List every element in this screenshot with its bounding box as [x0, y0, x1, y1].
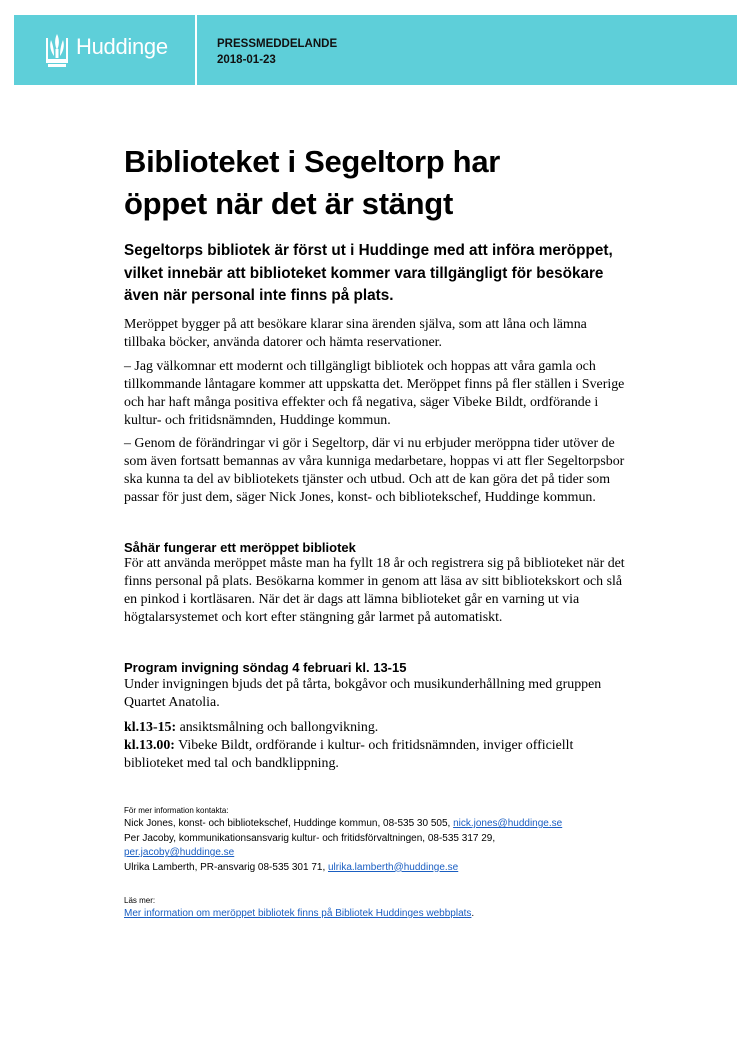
contact-line-per: Per Jacoby, kommunikationsansvarig kultur- och fritidsförvaltningen, 08-535 317 29, — [124, 832, 496, 844]
paragraph-1: Meröppet bygger på att besökare klarar sina ärenden själva, som att låna och lämna tillbaka böcker, använda datorer och hämta reservationer. — [124, 317, 587, 350]
contact-line-ulrika — [124, 861, 644, 876]
paragraph-3: – Genom de förändringar vi gör i Segeltorp, där vi nu erbjuder meröppna tider utöver de som även fortsatt bemannas av våra kunniga medarbetare, hoppas vi att fler Segeltorpsbor ska kunna ta del av bibliotekets tjänster och utbud. Och att de kan göra det på tider som passar för just dem, säger Nick Jones, konst- och bibliotekschef, Huddinge kommun. — [124, 436, 625, 505]
press-release-date: 2018-01-23 — [217, 54, 276, 66]
program-text-2: Vibeke Bildt, ordförande i kultur- och fritidsnämnden, inviger officiellt biblioteket med tal och bandklippning. — [124, 737, 574, 771]
huddinge-emblem-icon — [45, 32, 69, 68]
contact-line-nick — [124, 817, 644, 832]
read-more-block — [124, 895, 644, 922]
program-time-1: kl.13-15: — [124, 720, 177, 735]
program-time-2: kl.13.00: — [124, 737, 175, 753]
title-line-1: Biblioteket i Segeltorp har — [124, 144, 501, 179]
paragraph-2: – Jag välkomnar ett modernt och tillgängligt bibliotek och hoppas att våra gamla och tillkommande låntagare kommer att uppskatta det. Meröppet finns på fler ställen i Sverige och har haft många positiva effekter och få negativa, säger Vibeke Bildt, ordförande i kultur- och fritidsnämnden, Huddinge kommun. — [124, 359, 625, 428]
contact-heading: För mer information kontakta: — [124, 806, 229, 815]
section-heading-how-it-works: Såhär fungerar ett meröppet bibliotek — [124, 540, 356, 555]
email-link-ulrika[interactable]: ulrika.lamberth@huddinge.se — [328, 861, 459, 873]
email-link-per[interactable]: per.jacoby@huddinge.se — [124, 847, 235, 858]
read-more-link[interactable]: Mer information om meröppet bibliotek finns på Bibliotek Huddinges webbplats — [124, 908, 472, 919]
lead-paragraph: Segeltorps bibliotek är först ut i Huddinge med att införa meröppet, vilket innebär att biblioteket kommer vara tillgängligt för besökare även när personal inte finns på plats. — [124, 242, 613, 304]
contact-nick-text: Nick Jones, konst- och bibliotekschef, Huddinge kommun, 08-535 30 505, — [124, 818, 454, 829]
title-line-2: öppet när det är stängt — [124, 186, 453, 221]
program-list — [124, 719, 629, 773]
contact-block — [124, 805, 644, 875]
read-more-heading: Läs mer: — [124, 896, 156, 905]
section-text-program: Under invigningen bjuds det på tårta, bokgåvor och musikunderhållning med gruppen Quartet Anatolia. — [124, 677, 602, 710]
header-divider — [195, 15, 197, 85]
section-text-how-it-works: För att använda meröppet måste man ha fyllt 18 år och registrera sig på biblioteket när det finns personal på plats. Besökarna kommer in genom att läsa av sitt bibliotekskort och slå en pinkod i kortläsaren. När det är dags att lämna biblioteket går en varning ut via högtalarsystemet och kort efter stängning går larmet på automatiskt. — [124, 556, 625, 625]
logo-text: Huddinge — [76, 34, 168, 59]
header-meta — [217, 36, 337, 68]
email-link-nick[interactable]: nick.jones@huddinge.se — [453, 818, 563, 829]
contact-ulrika-text: Ulrika Lamberth, PR-ansvarig 08-535 301 71, — [124, 861, 328, 873]
huddinge-logo[interactable] — [14, 15, 195, 85]
program-text-1: ansiktsmålning och ballongvikning. — [176, 720, 379, 735]
press-release-label: PRESSMEDDELANDE — [217, 38, 338, 50]
section-heading-program: Program invigning söndag 4 februari kl. 13-15 — [124, 660, 407, 675]
page-title — [124, 141, 644, 225]
header-band — [14, 15, 737, 85]
read-more-suffix: . — [471, 908, 475, 919]
